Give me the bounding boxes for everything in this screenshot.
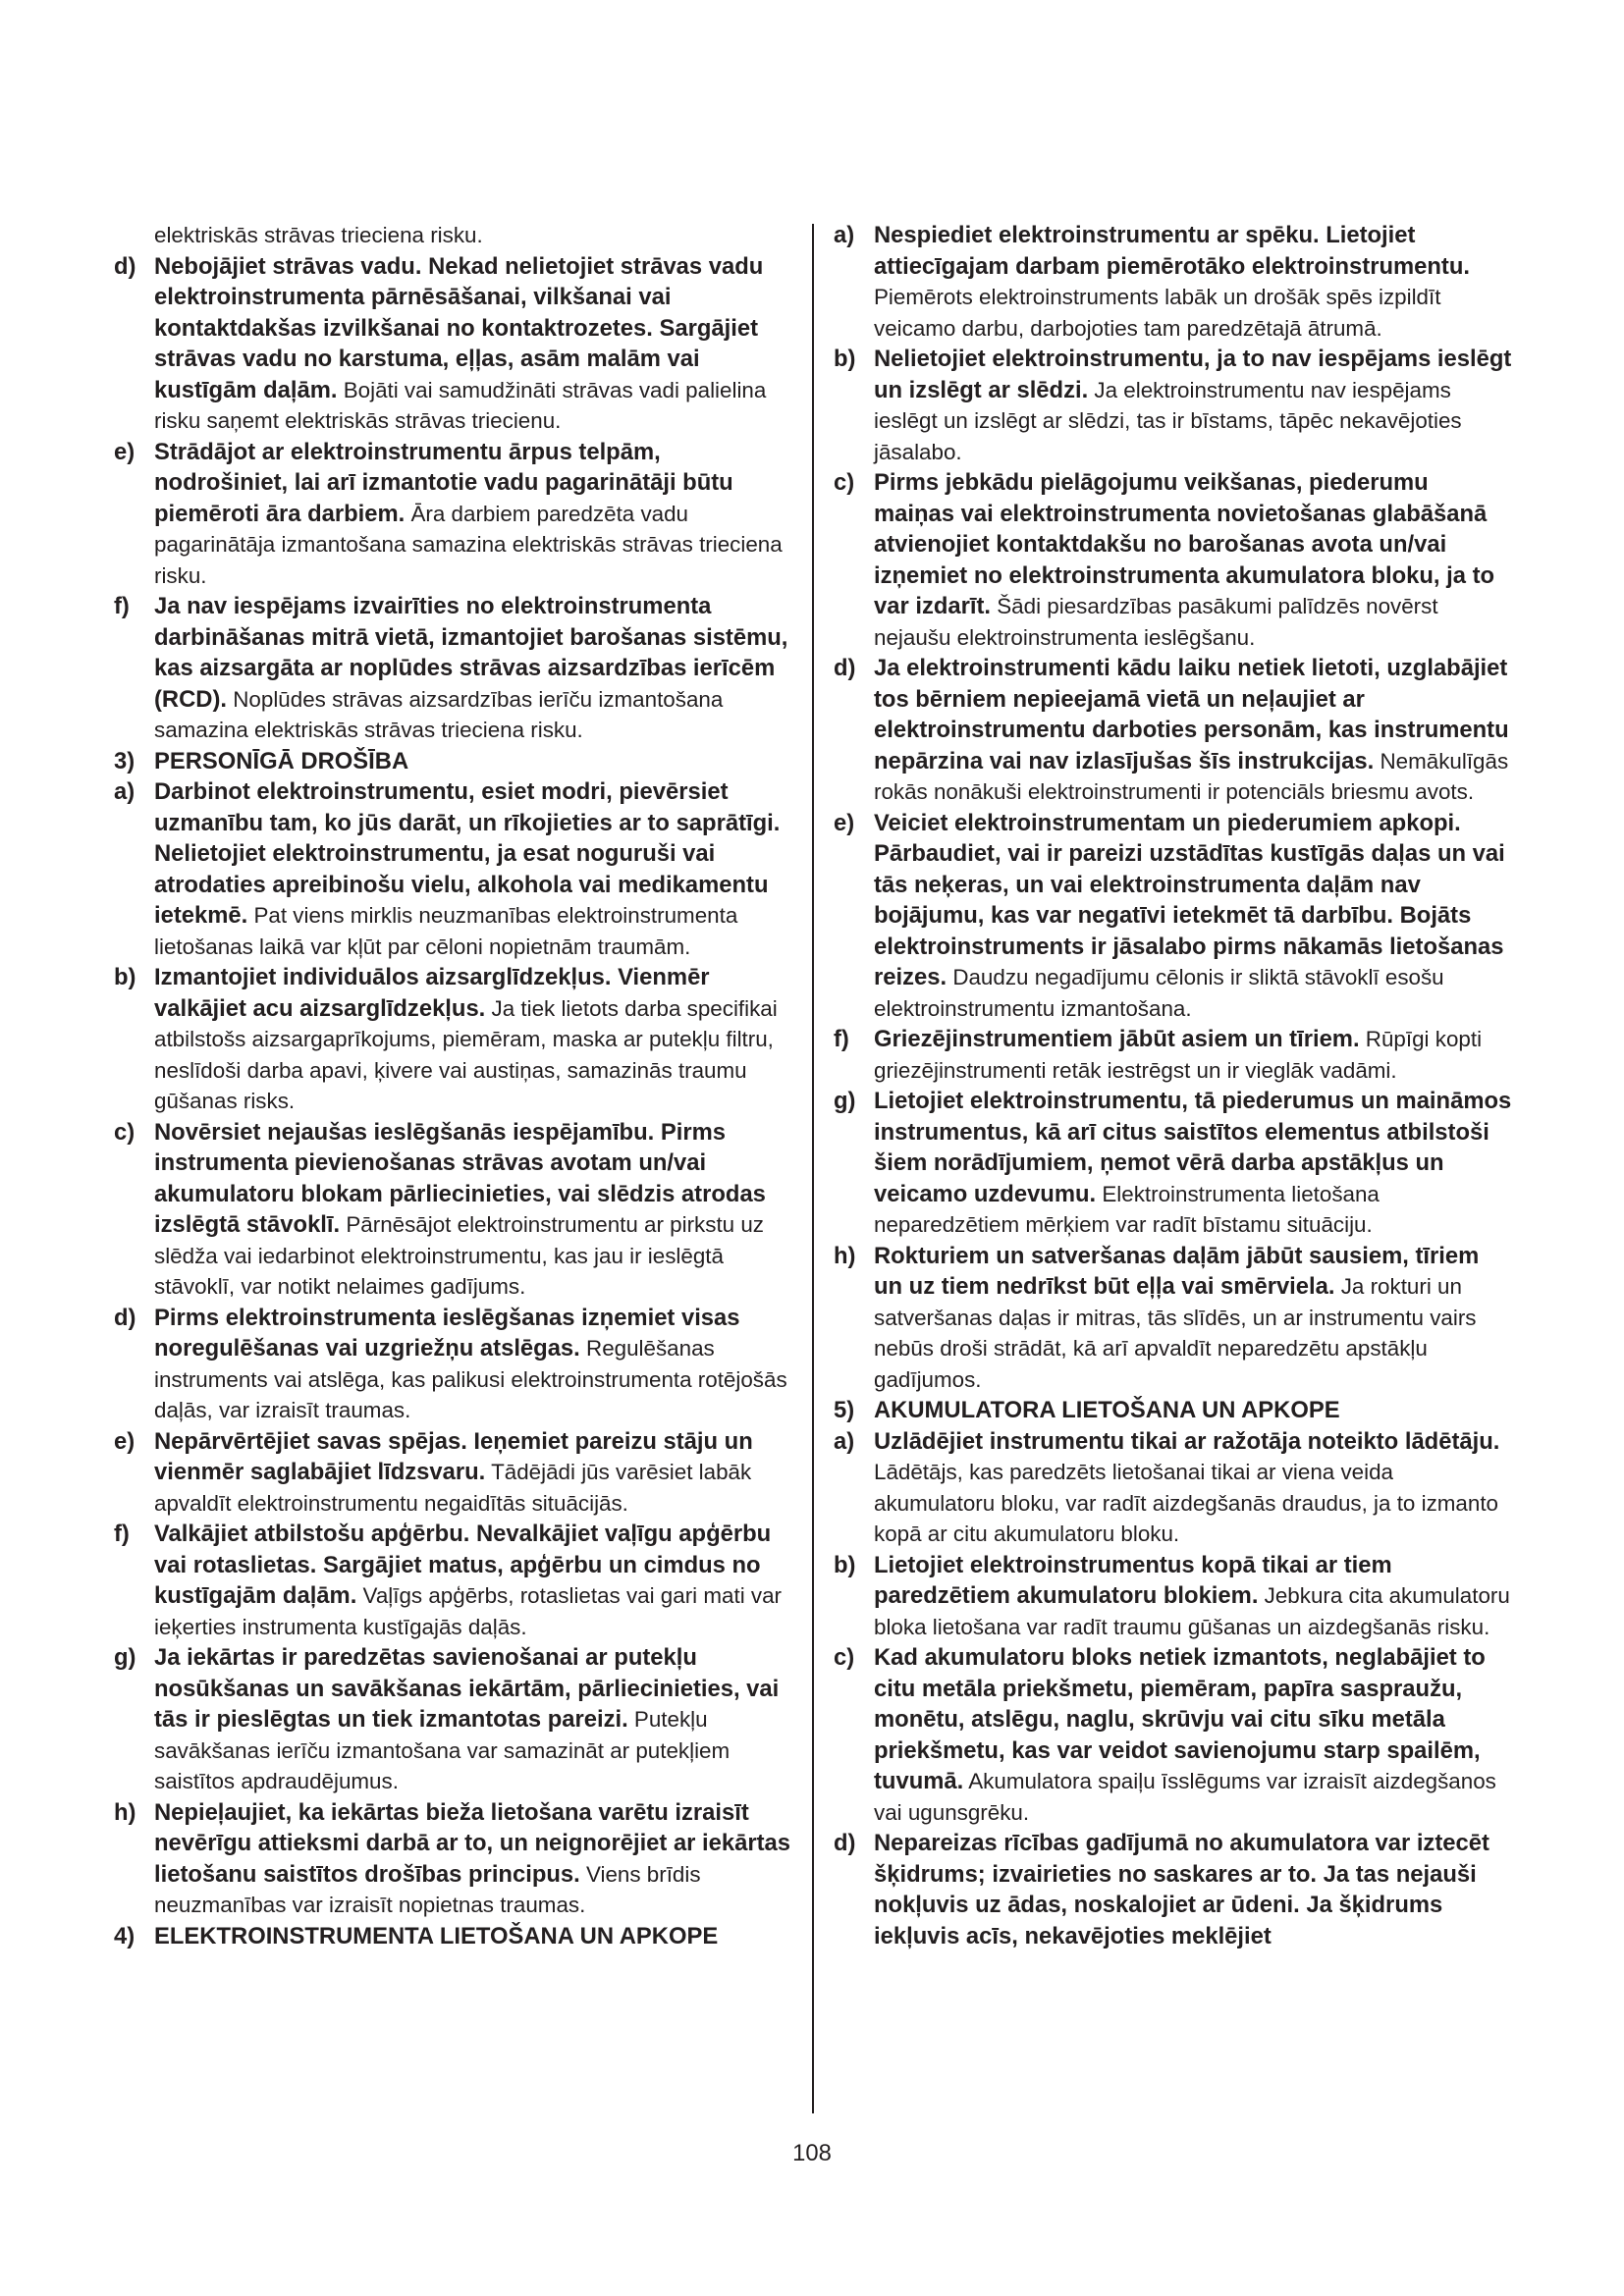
item-label: e) <box>834 809 855 836</box>
item-explanation: Lādētājs, kas paredzēts lietošanai tikai ar viena veida akumulatoru bloku, var radīt aizdegšanās draudus, ja to izmanto kopā ar citu akumulatoru bloku. <box>874 1460 1499 1546</box>
section-title: ELEKTROINSTRUMENTA LIETOŠANA UN APKOPE <box>154 1922 719 1949</box>
item-warning: Nepareizas rīcības gadījumā no akumulatora var iztecēt šķidrums; izvairieties no saskares ar to. Ja tas nejauši nokļuvis uz ādas, noskalojiet ar ūdeni. Ja šķidrums iekļuvis acīs, nekavējoties meklējiet <box>874 1830 1489 1949</box>
item-explanation: Ja elektroinstrumentu nav iespējams ieslēgt un izslēgt ar slēdzi, tas ir bīstams, tāpēc nekavējoties jāsalabo. <box>874 377 1462 464</box>
item-warning: Nelietojiet elektroinstrumentu, ja to nav iespējams ieslēgt un izslēgt ar slēdzi. <box>874 346 1512 403</box>
instruction-item <box>834 1024 1513 1086</box>
right-column <box>834 220 1513 1951</box>
item-label: a) <box>114 778 135 805</box>
instruction-item <box>114 1303 793 1426</box>
item-warning: Nepārvērtējiet savas spējas. Ieņemiet pareizu stāju un vienmēr saglabājiet līdzsvaru. <box>154 1427 753 1485</box>
item-explanation: Bojāti vai samudžināti strāvas vadi palielina risku saņemt elektriskās strāvas triecienu. <box>154 377 767 433</box>
item-warning: Pirms elektroinstrumenta ieslēgšanas izņemiet visas noregulēšanas vai uzgriežņu atslēgas. <box>154 1304 740 1362</box>
section-heading <box>114 746 793 777</box>
item-explanation: Noplūdes strāvas aizsardzības ierīču izmantošana samazina elektriskās strāvas trieciena risku. <box>154 686 724 742</box>
item-warning: Uzlādējiet instrumentu tikai ar ražotāja noteikto lādētāju. <box>874 1427 1500 1455</box>
item-label: a) <box>834 222 855 248</box>
item-label: c) <box>834 1644 855 1671</box>
instruction-item <box>834 1086 1513 1241</box>
item-explanation: Jebkura cita akumulatoru bloka lietošana var radīt traumu gūšanas un aizdegšanās risku. <box>874 1583 1510 1639</box>
instruction-item <box>834 653 1513 808</box>
item-label: e) <box>114 1427 135 1455</box>
instruction-item <box>114 962 793 1117</box>
item-label: d) <box>114 252 136 280</box>
item-label: d) <box>114 1304 136 1331</box>
item-explanation: Šādi piesardzības pasākumi palīdzēs novērst nejaušu elektroinstrumenta ieslēgšanu. <box>874 594 1438 650</box>
item-label: g) <box>834 1088 856 1114</box>
item-label: d) <box>834 655 856 681</box>
instruction-item <box>114 1519 793 1642</box>
instruction-item <box>834 1241 1513 1396</box>
instruction-item <box>114 776 793 962</box>
item-explanation: Pat viens mirklis neuzmanības elektroinstrumenta lietošanas laikā var kļūt par cēloni nopietnām traumām. <box>154 903 738 959</box>
instruction-item <box>834 1550 1513 1643</box>
instruction-item <box>114 1117 793 1303</box>
instruction-item <box>834 467 1513 653</box>
section-heading <box>114 1921 793 1952</box>
instruction-item <box>834 808 1513 1025</box>
column-divider <box>812 224 814 2113</box>
item-explanation: Putekļu savākšanas ierīču izmantošana var samazināt ar putekļiem saistītos apdraudējumus. <box>154 1707 731 1793</box>
item-warning: Ja nav iespējams izvairīties no elektroinstrumenta darbināšanas mitrā vietā, izmantojiet barošanas sistēmu, kas aizsargāta ar noplūdes strāvas aizsardzības ierīcēm (RCD). <box>154 593 788 713</box>
item-warning: Kad akumulatoru bloks netiek izmantots, neglabājiet to citu metāla priekšmetu, piemēram, papīra saspraužu, monētu, atslēgu, naglu, skrūvju vai citu sīku metāla priekšmetu, kas var veidot savienojumu starp spailēm, tuvumā. <box>874 1644 1486 1794</box>
item-label: e) <box>114 438 135 465</box>
page-number: 108 <box>792 2140 832 2166</box>
instruction-item <box>834 1426 1513 1550</box>
instruction-item <box>834 344 1513 467</box>
instruction-item <box>834 1828 1513 1951</box>
instruction-item <box>114 251 793 437</box>
item-explanation: Regulēšanas instruments vai atslēga, kas palikusi elektroinstrumenta rotējošās daļās, var izraisīt traumas. <box>154 1336 787 1422</box>
continued-text: elektriskās strāvas trieciena risku. <box>154 223 483 247</box>
item-label: c) <box>834 469 855 496</box>
instruction-item <box>834 220 1513 344</box>
item-explanation: Pārnēsājot elektroinstrumentu ar pirkstu uz slēdža vai iedarbinot elektroinstrumentu, kas jau ir ieslēgtā stāvoklī, var notikt nelaimes gadījums. <box>154 1212 764 1299</box>
item-warning: Lietojiet elektroinstrumentu, tā piederumus un maināmos instrumentus, kā arī citus saistītos elementus atbilstoši šiem norādījumiem, ņemot vērā darba apstākļus un veicamo uzdevumu. <box>874 1088 1512 1207</box>
item-explanation: Tādējādi jūs varēsiet labāk apvaldīt elektroinstrumentu negaidītās situācijās. <box>154 1460 752 1516</box>
item-label: 5) <box>834 1397 855 1423</box>
item-warning: Veiciet elektroinstrumentam un piederumiem apkopi. Pārbaudiet, vai ir pareizi uzstādītas kustīgās daļas un vai tās neķeras, un vai elektroinstrumenta daļām nav bojājumu, kas var negatīvi ietekmēt tā darbību. Bojāts elektroinstruments ir jāsalabo pirms nākamās lietošanas reizes. <box>874 809 1505 990</box>
item-explanation: Viens brīdis neuzmanības var izraisīt nopietnas traumas. <box>154 1861 701 1917</box>
item-warning: Nepieļaujiet, ka iekārtas bieža lietošana varētu izraisīt nevērīgu attieksmi darbā ar to, un neignorējiet ar iekārtas lietošanu saistītos drošības principus. <box>154 1798 791 1888</box>
instruction-item <box>114 1642 793 1797</box>
item-warning: Izmantojiet individuālos aizsarglīdzekļus. Vienmēr valkājiet acu aizsarglīdzekļus. <box>154 964 710 1022</box>
item-explanation: Akumulatora spaiļu īsslēgums var izraisīt aizdegšanos vai ugunsgrēku. <box>874 1769 1496 1825</box>
item-warning: Valkājiet atbilstošu apģērbu. Nevalkājiet vaļīgu apģērbu vai rotaslietas. Sargājiet matus, apģērbu un cimdus no kustīgajām daļām. <box>154 1521 772 1609</box>
item-explanation: Daudzu negadījumu cēlonis ir sliktā stāvoklī esošu elektroinstrumentu izmantošana. <box>874 965 1444 1021</box>
item-label: f) <box>114 1521 130 1547</box>
item-explanation: Ja rokturi un satveršanas daļas ir mitras, tās slīdēs, un ar instrumentu vairs nebūs droši strādāt, kā arī apvaldīt neparedzētu apstākļu gadījumos. <box>874 1274 1477 1392</box>
item-label: c) <box>114 1118 135 1146</box>
item-explanation: Elektroinstrumenta lietošana neparedzētiem mērķiem var radīt bīstamu situāciju. <box>874 1181 1380 1237</box>
item-warning: Ja elektroinstrumenti kādu laiku netiek lietoti, uzglabājiet tos bērniem nepieejamā vietā un neļaujiet ar elektroinstrumentu darboties personām, kas instrumentu nepārzina vai nav izlasījušas šīs instrukcijas. <box>874 655 1509 774</box>
item-warning: Lietojiet elektroinstrumentus kopā tikai ar tiem paredzētiem akumulatoru blokiem. <box>874 1551 1392 1609</box>
item-label: b) <box>834 346 856 372</box>
section-title: PERSONĪGĀ DROŠĪBA <box>154 747 409 774</box>
item-explanation: Rūpīgi kopti griezējinstrumenti retāk iestrēgst un ir vieglāk vadāmi. <box>874 1027 1483 1083</box>
section-title: AKUMULATORA LIETOŠANA UN APKOPE <box>874 1397 1340 1423</box>
instruction-item <box>834 1642 1513 1828</box>
item-explanation: Ja tiek lietots darba specifikai atbilstošs aizsargaprīkojums, piemēram, maska ar putekļu filtru, neslīdoši darba apavi, ķivere vai austiņas, samazinās traumu gūšanas risks. <box>154 995 778 1113</box>
left-column <box>114 220 793 1951</box>
instruction-item <box>114 1797 793 1921</box>
item-explanation: Āra darbiem paredzēta vadu pagarinātāja izmantošana samazina elektriskās strāvas trieciena risku. <box>154 501 783 588</box>
item-explanation: Piemērots elektroinstruments labāk un drošāk spēs izpildīt veicamo darbu, darbojoties tam paredzētajā ātrumā. <box>874 285 1441 341</box>
item-label: 3) <box>114 747 135 774</box>
item-label: h) <box>834 1242 856 1269</box>
item-warning: Griezējinstrumentiem jābūt asiem un tīriem. <box>874 1026 1360 1052</box>
item-warning: Strādājot ar elektroinstrumentu ārpus telpām, nodrošiniet, lai arī izmantotie vadu pagarinātāji būtu piemēroti āra darbiem. <box>154 438 733 527</box>
item-warning: Novērsiet nejaušas ieslēgšanās iespējamību. Pirms instrumenta pievienošanas strāvas avotam un/vai akumulatoru blokam pārliecinieties, vai slēdzis atrodas izslēgtā stāvoklī. <box>154 1118 766 1238</box>
item-warning: Nebojājiet strāvas vadu. Nekad nelietojiet strāvas vadu elektroinstrumenta pārnēsāšanai, vilkšanai vai kontaktdakšas izvilkšanai no kontaktrozetes. Sargājiet strāvas vadu no karstuma, eļļas, asām malām vai kustīgām daļām. <box>154 252 764 403</box>
instruction-item <box>114 591 793 746</box>
section-heading <box>834 1395 1513 1426</box>
item-warning: Nespiediet elektroinstrumentu ar spēku. Lietojiet attiecīgajam darbam piemērotāko elektroinstrumentu. <box>874 222 1470 280</box>
item-warning: Rokturiem un satveršanas daļām jābūt sausiem, tīriem un uz tiem nedrīkst būt eļļa vai smērviela. <box>874 1242 1480 1300</box>
item-explanation: Vaļīgs apģērbs, rotaslietas vai gari mati var ieķerties instrumenta kustīgajās daļās. <box>154 1583 782 1639</box>
item-label: g) <box>114 1644 136 1671</box>
item-label: f) <box>834 1026 849 1052</box>
item-label: h) <box>114 1798 136 1826</box>
item-label: b) <box>834 1551 856 1578</box>
instruction-item <box>114 1426 793 1520</box>
item-label: f) <box>114 593 130 619</box>
item-warning: Darbinot elektroinstrumentu, esiet modri, pievērsiet uzmanību tam, ko jūs darāt, un rīkojieties ar to saprātīgi. Nelietojiet elektroinstrumentu, ja esat noguruši vai atrodaties apreibinošu vielu, alkohola vai medikamentu ietekmē. <box>154 778 781 929</box>
item-explanation: Nemākulīgās rokās nonākuši elektroinstrumenti ir potenciāls briesmu avots. <box>874 748 1509 804</box>
item-label: a) <box>834 1427 855 1455</box>
item-label: b) <box>114 964 136 990</box>
item-label: d) <box>834 1830 856 1856</box>
instruction-item <box>114 437 793 592</box>
item-label: 4) <box>114 1922 135 1949</box>
item-warning: Pirms jebkādu pielāgojumu veikšanas, piederumu maiņas vai elektroinstrumenta novietošanas glabāšanā atvienojiet kontaktdakšu no barošanas avota un/vai izņemiet no elektroinstrumenta akumulatora bloku, ja to var izdarīt. <box>874 469 1495 619</box>
item-warning: Ja iekārtas ir paredzētas savienošanai ar putekļu nosūkšanas un savākšanas iekārtām, pārliecinieties, vai tās ir pieslēgtas un tiek izmantotas pareizi. <box>154 1644 780 1733</box>
